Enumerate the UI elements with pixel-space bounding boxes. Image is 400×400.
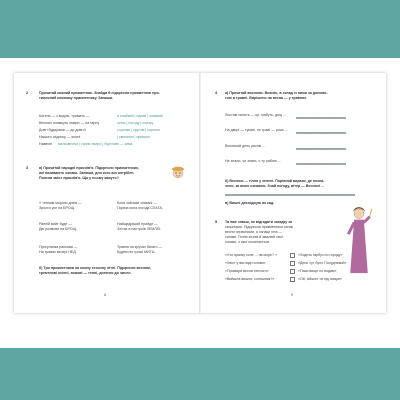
task-instructions: Ти вже знаєш, як відгадати загадку за <box>225 220 293 224</box>
exercise-options: в слабкий | сирий | пливкий <box>117 114 163 118</box>
woman-illustration <box>344 205 374 277</box>
proverb: Дві розмови на БРОЩ. <box>39 227 77 231</box>
proverb: Травня на кручах багато — <box>117 245 163 249</box>
task-instructions: б) Весною — гілля у зелені. Порівняй вирази, де позна- <box>225 179 325 183</box>
proverb: Коли зайчики злякані — <box>117 201 157 205</box>
proverb: Злітає в настроїв ЗЕМЛЮ. <box>117 227 162 231</box>
task-instructions: ознаки, з якої починається. <box>225 240 271 244</box>
proverb: Прогулянка ранкова — <box>39 245 78 249</box>
task-instructions: Поясни зміст прислів'я. Що у ньому кажуть? <box>39 176 119 180</box>
page-number: 9 <box>291 293 293 297</box>
exercise-line: На дворі — туман, по траві — роса ... <box>225 128 288 132</box>
task-instructions: в) Вишні досліджую як сад. <box>225 201 275 205</box>
answer-checkbox[interactable] <box>290 253 295 258</box>
task-number: 4 <box>215 91 218 95</box>
task-number: 5 <box>215 220 218 224</box>
task-instructions: чено, за якою ознакою. Знай погоду, вітер — Весняні ... <box>225 184 324 188</box>
task-instructions: синіми. Потім зістав й змалюй свої <box>225 235 283 239</box>
exercise-line: Листям хилить — це, мабуть, дощ ... <box>225 113 287 117</box>
exercise-row: Навесні <box>39 142 53 146</box>
proverb: Гаряча ясна погода СЛАТА. <box>117 206 163 210</box>
task-number: 3 <box>26 166 29 170</box>
right-page <box>201 73 386 313</box>
riddle: «Примари весна теплого» <box>225 269 269 273</box>
answer-checkbox[interactable] <box>290 269 295 274</box>
exercise-options: осінь | погоду | слизку <box>117 121 154 125</box>
footer-band <box>0 348 400 400</box>
riddle: «Ходить гарбуз по городу» <box>298 253 343 257</box>
task-instructions: гою в травні. Вирішено на весна — у травнях. <box>225 96 308 100</box>
riddle: «Ой, зійшло ти під хмари» <box>298 277 343 281</box>
answer-line[interactable] <box>296 148 346 150</box>
exercise-options: мальовнича | сірим хмари | бурхливі — зима <box>58 142 133 146</box>
left-page <box>14 73 199 313</box>
page-number: 8 <box>104 293 106 297</box>
task-number: 2 <box>26 91 29 95</box>
answer-checkbox[interactable] <box>290 261 295 266</box>
riddle: «Вийшла вишня, соняшник?» <box>225 277 275 281</box>
task-instructions: сюжетами. Підкресли прикметники ознак <box>225 225 294 229</box>
header-band <box>0 0 400 58</box>
answer-line[interactable] <box>225 194 355 196</box>
proverb: У теплим морози днем — <box>39 201 82 205</box>
exercise-row: Нашого садочку — якісні <box>39 135 81 139</box>
proverb: Найщедріший прийде — <box>117 222 158 226</box>
task-instructions: а) Прочитай вислови. Визнач, в склад із ними за допомо- <box>225 91 328 95</box>
task-instructions: Прочитай кожний прикметник. Знайди й підкресли прикметник про- <box>39 91 160 95</box>
riddle: «Хто зранку хоче ... на море? » <box>225 253 278 257</box>
riddle: «День тут було Полудневий» <box>298 261 347 265</box>
exercise-line: Весняний день рясніє ... <box>225 144 266 148</box>
proverb: Будем ніч гроші МИТА. <box>117 250 156 254</box>
exercise-line: Не знали, чи знати, о ту рабині ... <box>225 159 281 163</box>
task-instructions: весни червоними, а ознаки літа — <box>225 230 283 234</box>
task-instructions: тремтливі осінні, зимові — теплі, дотягли до чисел. <box>39 271 132 275</box>
proverb: Зрости усе на БРОЩ. <box>39 206 75 210</box>
open-book <box>14 73 386 313</box>
exercise-row: Котень — з водою, тримать — <box>39 114 90 118</box>
riddle: «Хвіст у вигляді голови» <box>225 261 266 265</box>
boy-illustration <box>170 165 186 181</box>
task-instructions: б) Три прикметники на кожну сезонну літні. Підкресли весняні, <box>39 266 152 270</box>
exercise-options: сорочки | кругові | коротко <box>117 128 161 132</box>
proverb: На травах вечері НЕД. <box>39 250 77 254</box>
answer-line[interactable] <box>296 163 346 165</box>
exercise-row: Довгі будирами — до довгої <box>39 128 86 132</box>
riddle: «Паси вище по водам» <box>298 269 337 273</box>
proverb: Ранній вийт буде — <box>39 222 72 226</box>
task-instructions: а) Прочитай народні прислів'я. Підкресли прикметники, <box>39 166 139 170</box>
task-instructions: які називають ознаки. Запиши, для кого він потрібен. <box>39 171 135 175</box>
answer-line[interactable] <box>296 132 346 134</box>
exercise-row: Весняні плямкуть хмари — на гарну <box>39 121 100 125</box>
exercise-options: | хвилинні | приємні <box>117 135 150 139</box>
answer-checkbox[interactable] <box>290 277 295 282</box>
task-instructions: тилежний кожному прикметнику. Запиши. <box>39 96 114 100</box>
answer-line[interactable] <box>296 117 346 119</box>
